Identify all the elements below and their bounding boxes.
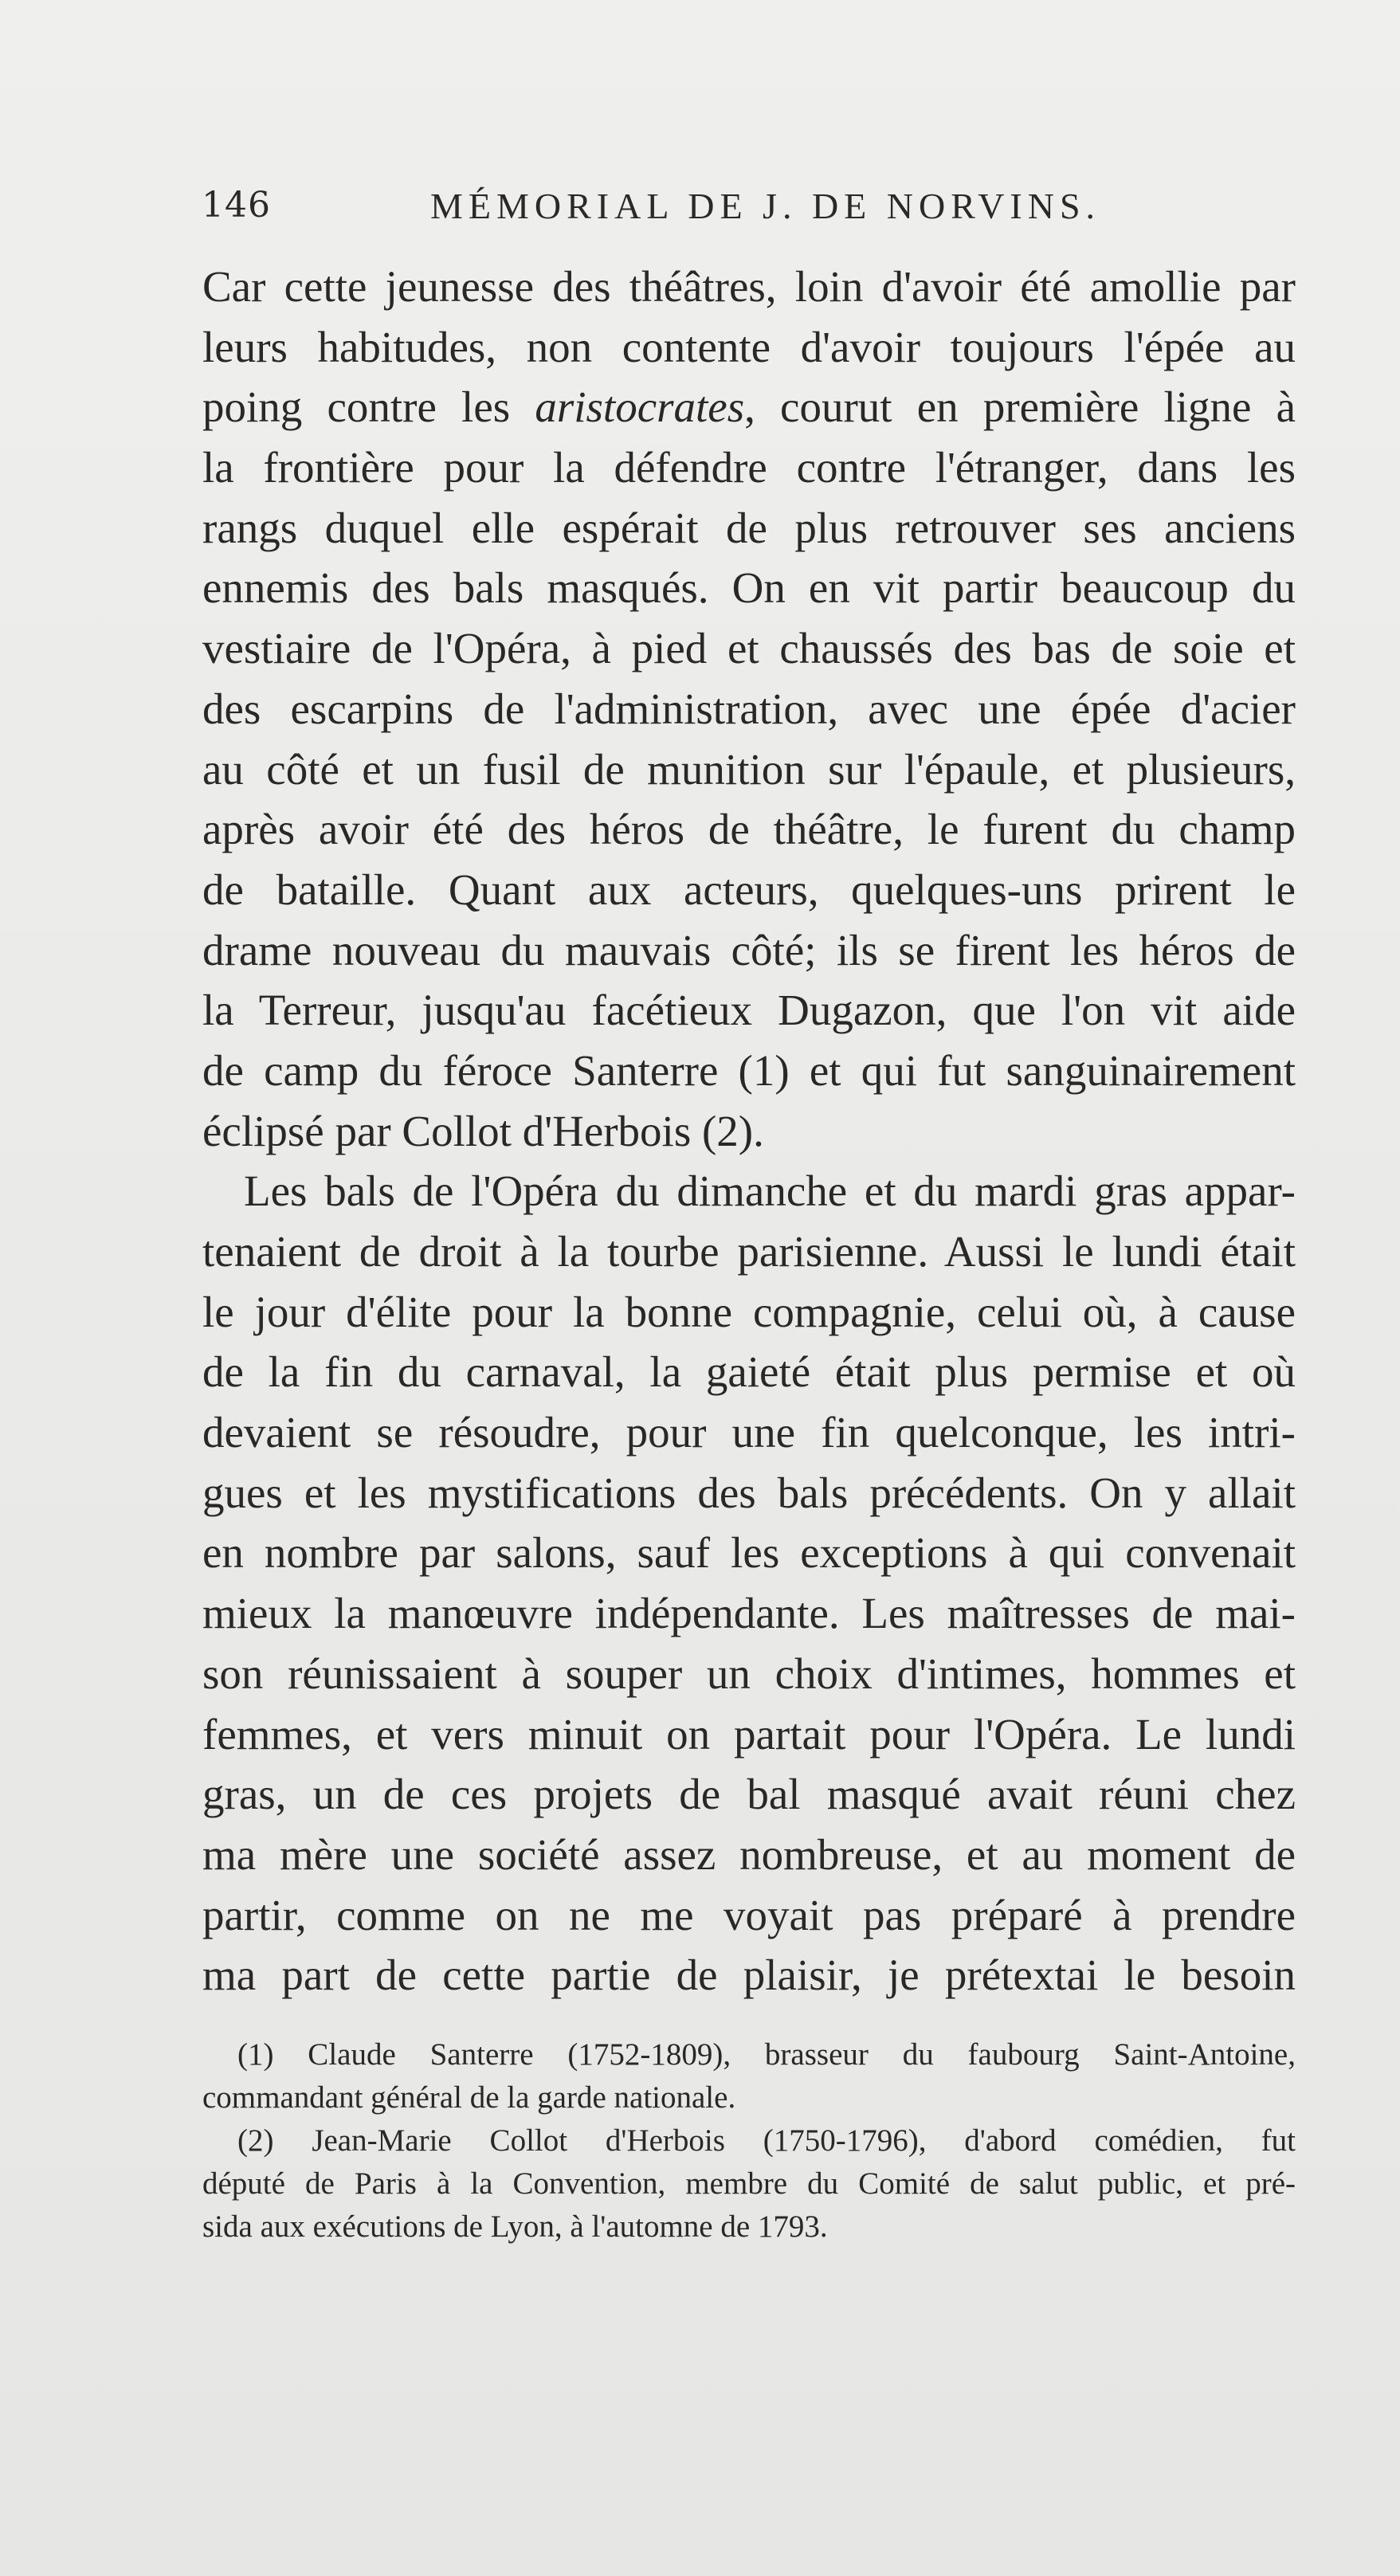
text-line: son réunissaient à souper un choix d'intimes, hommes et	[202, 1649, 1296, 1698]
text-line: devaient se résoudre, pour une fin quelconque, les intri-	[202, 1408, 1296, 1457]
text-line: drame nouveau du mauvais côté; ils se firent les héros de	[202, 925, 1296, 974]
text-line: de camp du féroce Santerre (1) et qui fut sanguinairement	[202, 1045, 1296, 1095]
text-line: leurs habitudes, non contente d'avoir toujours l'épée au	[202, 322, 1296, 371]
body-text	[202, 257, 1296, 2006]
text-line: après avoir été des héros de théâtre, le furent du champ	[202, 805, 1296, 854]
footnote-line: (2) Jean-Marie Collot d'Herbois (1750-1796), d'abord comédien, fut	[237, 2123, 1296, 2158]
text-line: ennemis des bals masqués. On en vit partir beaucoup du	[202, 563, 1296, 613]
text-line: femmes, et vers minuit on partait pour l'Opéra. Le lundi	[202, 1709, 1296, 1759]
footnote-line: (1) Claude Santerre (1752-1809), brasseur du faubourg Saint-Antoine,	[237, 2037, 1296, 2072]
page-number: 146	[202, 185, 271, 225]
footnotes	[202, 2033, 1296, 2249]
text-line: rangs duquel elle espérait de plus retrouver ses anciens	[202, 503, 1296, 552]
text-line: mieux la manœuvre indépendante. Les maîtresses de mai-	[202, 1589, 1296, 1638]
text-line: la frontière pour la défendre contre l'étranger, dans les	[202, 443, 1296, 492]
text-line: éclipsé par Collot d'Herbois (2).	[202, 1106, 764, 1155]
italic-term: aristocrates	[535, 382, 745, 432]
text-line: tenaient de droit à la tourbe parisienne. Aussi le lundi était	[202, 1227, 1296, 1276]
text-line: ma mère une société assez nombreuse, et au moment de	[202, 1829, 1296, 1879]
text-line: en nombre par salons, sauf les exceptions à qui convenait	[202, 1528, 1296, 1578]
text-line: Car cette jeunesse des théâtres, loin d'avoir été amollie par	[202, 262, 1296, 311]
footnote-line: commandant général de la garde nationale.	[202, 2080, 736, 2115]
text-line: Les bals de l'Opéra du dimanche et du mardi gras appar-	[244, 1166, 1296, 1216]
text-line: vestiaire de l'Opéra, à pied et chaussés des bas de soie et	[202, 624, 1296, 673]
text-line: de bataille. Quant aux acteurs, quelques-uns prirent le	[202, 865, 1296, 914]
footnote-line: député de Paris à la Convention, membre du Comité de salut public, et pré-	[202, 2166, 1296, 2201]
text-line: le jour d'élite pour la bonne compagnie, celui où, à cause	[202, 1287, 1296, 1336]
text-line: au côté et un fusil de munition sur l'épaule, et plusieurs,	[202, 744, 1296, 794]
footnote-line: sida aux exécutions de Lyon, à l'automne de 1793.	[202, 2209, 828, 2244]
text-line: des escarpins de l'administration, avec une épée d'acier	[202, 684, 1296, 733]
text-line: gues et les mystifications des bals précédents. On y allait	[202, 1468, 1296, 1517]
text-line: gras, un de ces projets de bal masqué avait réuni chez	[202, 1770, 1296, 1819]
text-line: de la fin du carnaval, la gaieté était plus permise et où	[202, 1347, 1296, 1397]
running-title: MÉMORIAL DE J. DE NORVINS.	[430, 186, 1101, 226]
text-line: ma part de cette partie de plaisir, je prétextai le besoin	[202, 1951, 1296, 2000]
text-line: poing contre les aristocrates, courut en première ligne à	[202, 382, 1296, 432]
text-line: partir, comme on ne me voyait pas préparé à prendre	[202, 1890, 1296, 1939]
text-line: la Terreur, jusqu'au facétieux Dugazon, que l'on vit aide	[202, 986, 1296, 1035]
